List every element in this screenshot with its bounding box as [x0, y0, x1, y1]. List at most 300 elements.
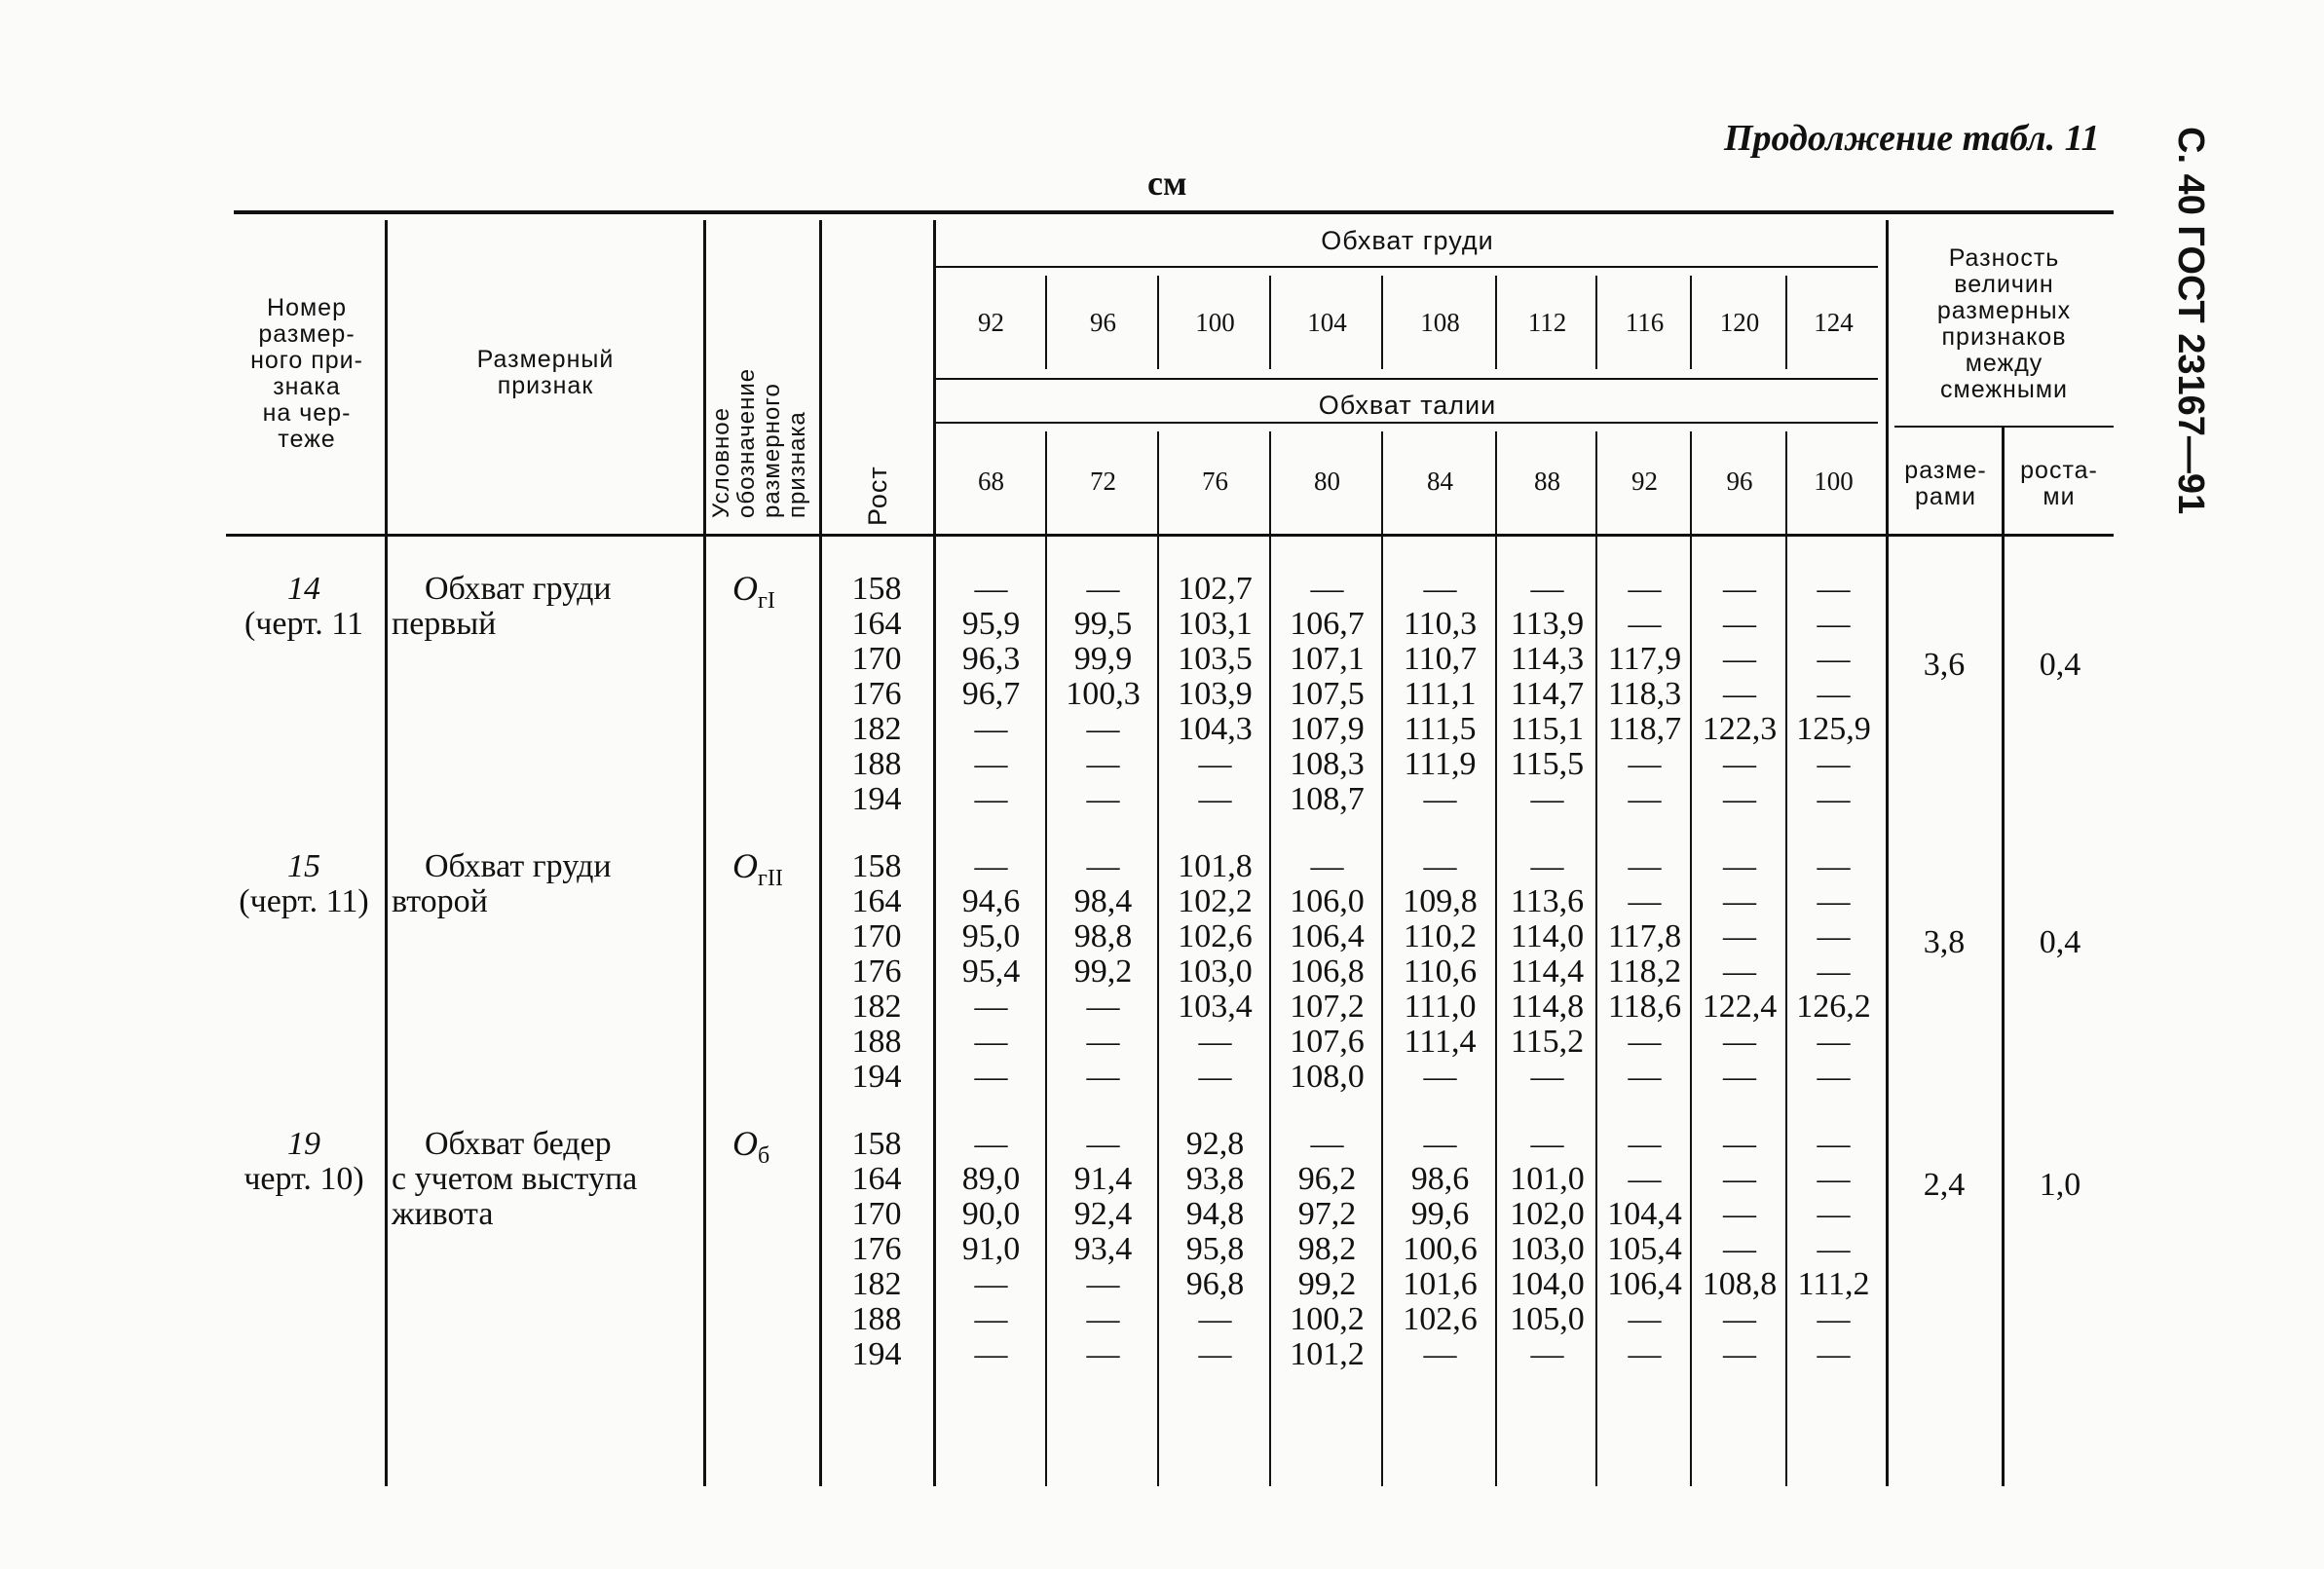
measurement-cell: — — [1198, 1301, 1232, 1337]
measurement-cell: — — [1423, 1126, 1457, 1162]
document-code: С. 40 ГОСТ 23167—91 — [2170, 127, 2211, 515]
value-col-divider — [1595, 431, 1597, 1486]
waist-value-header: 92 — [1631, 467, 1658, 496]
diff-group-header: Разность величин размерных признаков между смежными — [1936, 244, 2072, 403]
measurement-cell: — — [1817, 606, 1851, 642]
measurement-cell: — — [974, 571, 1008, 607]
feature-name — [392, 572, 698, 642]
height-value: 176 — [851, 676, 902, 712]
measurement-cell: — — [1310, 571, 1344, 607]
chest-col-divider — [1595, 276, 1597, 369]
feature-name — [392, 849, 698, 919]
measurement-cell: 95,9 — [961, 606, 1021, 642]
measurement-cell: 117,9 — [1607, 641, 1682, 677]
measurement-cell: — — [1310, 848, 1344, 884]
measurement-cell: — — [1817, 1231, 1851, 1267]
measurement-cell: 104,0 — [1510, 1266, 1585, 1302]
measurement-cell: 107,2 — [1290, 989, 1365, 1025]
diff-sizes-value: 3,6 — [1923, 647, 1966, 683]
measurement-cell: 94,6 — [961, 883, 1021, 919]
waist-group-rule-top — [935, 378, 1878, 380]
continuation-caption: Продолжение табл. 11 — [1724, 118, 2100, 159]
measurement-cell: — — [1723, 1196, 1756, 1232]
measurement-cell: — — [1628, 1126, 1662, 1162]
feature-name-line: Обхват бедер — [425, 1126, 612, 1162]
header-number: Номер размер- ного при- знака на чер- теже — [250, 294, 363, 453]
measurement-cell: 111,4 — [1404, 1024, 1477, 1060]
measurement-cell: — — [1628, 746, 1662, 782]
measurement-cell: 114,3 — [1510, 641, 1585, 677]
measurement-cell: 101,8 — [1178, 848, 1253, 884]
height-value: 182 — [851, 989, 902, 1025]
waist-group-header: Обхват талии — [1318, 391, 1497, 420]
height-value: 158 — [851, 1126, 902, 1162]
measurement-cell: — — [1723, 1336, 1756, 1372]
measurement-cell: — — [1723, 1301, 1756, 1337]
height-value: 158 — [851, 571, 902, 607]
measurement-cell: — — [1628, 1336, 1662, 1372]
feature-number — [226, 849, 382, 919]
feature-name-line: живота — [392, 1196, 494, 1232]
waist-group-rule-bottom — [935, 422, 1878, 424]
measurement-cell: 108,3 — [1290, 746, 1365, 782]
chest-col-divider — [1381, 276, 1383, 369]
measurement-cell: — — [1723, 918, 1756, 954]
measurement-cell: — — [974, 1336, 1008, 1372]
measurement-cell: — — [974, 1024, 1008, 1060]
feature-symbol-base: O — [732, 569, 758, 608]
drawing-reference: (черт. 11 — [244, 606, 364, 642]
measurement-cell: — — [1817, 1059, 1851, 1095]
measurement-cell: — — [1723, 848, 1756, 884]
feature-symbol — [732, 1123, 769, 1170]
drawing-reference: (черт. 11) — [239, 883, 369, 919]
measurement-cell: — — [1530, 781, 1564, 817]
measurement-cell: — — [1628, 1059, 1662, 1095]
measurement-cell: — — [974, 711, 1008, 747]
measurement-cell: 100,2 — [1290, 1301, 1365, 1337]
measurement-cell: — — [1198, 746, 1232, 782]
measurement-cell: — — [1723, 606, 1756, 642]
measurement-cell: 106,4 — [1290, 918, 1365, 954]
chest-col-divider — [1269, 276, 1271, 369]
height-value: 194 — [851, 781, 902, 817]
measurement-cell: 103,4 — [1178, 989, 1253, 1025]
measurement-cell: 110,3 — [1403, 606, 1478, 642]
height-value: 182 — [851, 711, 902, 747]
value-col-divider — [1495, 431, 1497, 1486]
measurement-cell: — — [1628, 571, 1662, 607]
chest-col-divider — [1495, 276, 1497, 369]
measurement-cell: 111,2 — [1797, 1266, 1870, 1302]
measurement-cell: 90,0 — [961, 1196, 1021, 1232]
measurement-cell: — — [1723, 746, 1756, 782]
measurement-cell: — — [1423, 848, 1457, 884]
feature-name-line: второй — [392, 883, 488, 919]
measurement-cell: — — [1817, 746, 1851, 782]
measurement-cell: — — [1530, 571, 1564, 607]
col-divider-1 — [385, 220, 388, 1486]
measurement-cell: 106,0 — [1290, 883, 1365, 919]
measurement-cell: 101,2 — [1290, 1336, 1365, 1372]
feature-symbol-base: O — [732, 846, 758, 885]
measurement-cell: — — [974, 1126, 1008, 1162]
measurement-cell: — — [1198, 1336, 1232, 1372]
measurement-cell: 122,4 — [1702, 989, 1778, 1025]
value-col-divider — [1785, 431, 1787, 1486]
feature-symbol-base: O — [732, 1124, 758, 1163]
measurement-cell: — — [1628, 1301, 1662, 1337]
measurement-cell: 103,5 — [1178, 641, 1253, 677]
diff-heights-value: 0,4 — [2039, 647, 2081, 683]
waist-value-header: 72 — [1090, 467, 1116, 496]
chest-value-header: 92 — [978, 308, 1004, 337]
measurement-cell: 100,6 — [1403, 1231, 1478, 1267]
col-divider-3 — [819, 220, 822, 1486]
chest-group-header: Обхват груди — [1321, 226, 1494, 255]
measurement-cell: — — [1723, 953, 1756, 990]
feature-symbol-sub: б — [758, 1143, 770, 1170]
measurement-cell: — — [1817, 883, 1851, 919]
height-value: 194 — [851, 1336, 902, 1372]
measurement-cell: 92,4 — [1073, 1196, 1133, 1232]
measurement-cell: — — [974, 848, 1008, 884]
header-feature: Размерный признак — [476, 346, 615, 399]
measurement-cell: — — [1198, 781, 1232, 817]
drawing-reference: черт. 10) — [244, 1161, 364, 1197]
chest-col-divider — [1157, 276, 1159, 369]
value-col-divider — [1690, 431, 1692, 1486]
measurement-cell: — — [1423, 1336, 1457, 1372]
measurement-cell: 107,6 — [1290, 1024, 1365, 1060]
table-top-rule — [234, 210, 2114, 214]
value-col-divider — [1381, 431, 1383, 1486]
measurement-cell: 104,3 — [1178, 711, 1253, 747]
measurement-cell: — — [1086, 746, 1120, 782]
measurement-cell: — — [1723, 1059, 1756, 1095]
measurement-cell: 95,8 — [1185, 1231, 1245, 1267]
chest-value-header: 96 — [1090, 308, 1116, 337]
value-col-divider — [1157, 431, 1159, 1486]
measurement-cell: — — [1310, 1126, 1344, 1162]
measurement-cell: — — [1723, 676, 1756, 712]
measurement-cell: 97,2 — [1297, 1196, 1357, 1232]
measurement-cell: 113,9 — [1510, 606, 1585, 642]
measurement-cell: 107,9 — [1290, 711, 1365, 747]
measurement-cell: — — [974, 781, 1008, 817]
waist-value-header: 96 — [1726, 467, 1753, 496]
measurement-cell: — — [1723, 1126, 1756, 1162]
waist-value-header: 100 — [1814, 467, 1854, 496]
measurement-cell: 102,7 — [1178, 571, 1253, 607]
measurement-cell: — — [1817, 1161, 1851, 1197]
chest-col-divider — [1045, 276, 1047, 369]
measurement-cell: 115,1 — [1510, 711, 1585, 747]
chest-value-header: 116 — [1625, 308, 1665, 337]
measurement-cell: — — [1086, 781, 1120, 817]
feature-name-line: Обхват груди — [425, 571, 612, 607]
measurement-cell: — — [1530, 848, 1564, 884]
measurement-cell: 100,3 — [1066, 676, 1141, 712]
height-value: 170 — [851, 1196, 902, 1232]
measurement-cell: — — [1817, 781, 1851, 817]
measurement-cell: 99,9 — [1073, 641, 1133, 677]
waist-value-header: 80 — [1314, 467, 1340, 496]
chest-value-header: 124 — [1814, 308, 1854, 337]
height-value: 182 — [851, 1266, 902, 1302]
measurement-cell: — — [1628, 1024, 1662, 1060]
col-divider-2 — [703, 220, 706, 1486]
measurement-cell: — — [1530, 1059, 1564, 1095]
measurement-cell: 104,4 — [1607, 1196, 1682, 1232]
height-value: 188 — [851, 1301, 902, 1337]
measurement-cell: 106,7 — [1290, 606, 1365, 642]
height-value: 164 — [851, 883, 902, 919]
measurement-cell: 107,5 — [1290, 676, 1365, 712]
measurement-cell: — — [1086, 1266, 1120, 1302]
measurement-cell: 103,9 — [1178, 676, 1253, 712]
feature-number-value: 19 — [287, 1126, 320, 1162]
measurement-cell: — — [1086, 571, 1120, 607]
measurement-cell: 114,0 — [1510, 918, 1585, 954]
measurement-cell: 99,2 — [1073, 953, 1133, 990]
measurement-cell: — — [1817, 571, 1851, 607]
measurement-cell: — — [1086, 1301, 1120, 1337]
height-value: 164 — [851, 1161, 902, 1197]
measurement-cell: — — [1628, 883, 1662, 919]
height-value: 176 — [851, 1231, 902, 1267]
measurement-cell: 118,2 — [1607, 953, 1682, 990]
measurement-cell: 98,2 — [1297, 1231, 1357, 1267]
measurement-cell: — — [1723, 1231, 1756, 1267]
feature-name-line: Обхват груди — [425, 848, 612, 884]
measurement-cell: 92,8 — [1185, 1126, 1245, 1162]
measurement-cell: 96,3 — [961, 641, 1021, 677]
measurement-cell: — — [1817, 953, 1851, 990]
measurement-cell: — — [1530, 1126, 1564, 1162]
measurement-cell: — — [1817, 641, 1851, 677]
feature-name-line: первый — [392, 606, 497, 642]
header-symbol: Условное обозначение размерного признака — [708, 367, 810, 518]
measurement-cell: — — [1086, 1059, 1120, 1095]
measurement-cell: 103,0 — [1510, 1231, 1585, 1267]
measurement-cell: 108,8 — [1702, 1266, 1778, 1302]
feature-name-line: с учетом выступа — [392, 1161, 638, 1197]
measurement-cell: — — [1086, 989, 1120, 1025]
measurement-cell: 111,0 — [1404, 989, 1477, 1025]
diff-sizes-value: 3,8 — [1923, 924, 1966, 960]
measurement-cell: 101,6 — [1403, 1266, 1478, 1302]
feature-name — [392, 1127, 698, 1232]
measurement-cell: 118,3 — [1607, 676, 1682, 712]
measurement-cell: — — [1817, 1196, 1851, 1232]
chest-group-rule — [935, 266, 1878, 268]
height-value: 164 — [851, 606, 902, 642]
diff-sizes-header: разме- рами — [1904, 457, 1987, 510]
col-divider-5 — [1886, 220, 1889, 1486]
measurement-cell: 102,6 — [1178, 918, 1253, 954]
feature-symbol-sub: гII — [758, 866, 783, 892]
measurement-cell: — — [1198, 1024, 1232, 1060]
feature-symbol — [732, 845, 783, 892]
measurement-cell: 107,1 — [1290, 641, 1365, 677]
measurement-cell: — — [1423, 781, 1457, 817]
waist-value-header: 84 — [1427, 467, 1453, 496]
measurement-cell: 89,0 — [961, 1161, 1021, 1197]
feature-symbol-sub: гI — [758, 588, 775, 615]
col-divider-6 — [2002, 426, 2005, 1486]
feature-number — [226, 572, 382, 642]
height-value: 194 — [851, 1059, 902, 1095]
height-value: 188 — [851, 746, 902, 782]
feature-number-value: 15 — [287, 848, 320, 884]
measurement-cell: 108,0 — [1290, 1059, 1365, 1095]
chest-value-header: 112 — [1527, 308, 1567, 337]
measurement-cell: — — [1086, 1024, 1120, 1060]
measurement-cell: 98,8 — [1073, 918, 1133, 954]
measurement-cell: 108,7 — [1290, 781, 1365, 817]
chest-value-header: 120 — [1719, 308, 1760, 337]
measurement-cell: — — [1086, 1126, 1120, 1162]
value-col-divider — [1045, 431, 1047, 1486]
measurement-cell: — — [1723, 781, 1756, 817]
measurement-cell: — — [974, 989, 1008, 1025]
measurement-cell: 111,1 — [1404, 676, 1477, 712]
chest-col-divider — [1690, 276, 1692, 369]
measurement-cell: — — [1628, 781, 1662, 817]
measurement-cell: 91,0 — [961, 1231, 1021, 1267]
measurement-cell: 99,2 — [1297, 1266, 1357, 1302]
measurement-cell: 106,8 — [1290, 953, 1365, 990]
feature-number — [226, 1127, 382, 1197]
measurement-cell: 114,4 — [1510, 953, 1585, 990]
measurement-cell: 106,4 — [1607, 1266, 1682, 1302]
measurement-cell: 93,8 — [1185, 1161, 1245, 1197]
measurement-cell: 126,2 — [1796, 989, 1871, 1025]
measurement-cell: 115,2 — [1510, 1024, 1585, 1060]
chest-col-divider — [1785, 276, 1787, 369]
height-value: 176 — [851, 953, 902, 990]
measurement-cell: — — [1628, 1161, 1662, 1197]
measurement-cell: 94,8 — [1185, 1196, 1245, 1232]
measurement-cell: — — [1817, 848, 1851, 884]
measurement-cell: — — [1817, 1301, 1851, 1337]
measurement-cell: — — [1530, 1336, 1564, 1372]
measurement-cell: — — [1723, 1024, 1756, 1060]
measurement-cell: — — [974, 1059, 1008, 1095]
diff-heights-value: 1,0 — [2039, 1167, 2081, 1203]
measurement-cell: — — [1817, 1126, 1851, 1162]
measurement-cell: — — [1423, 571, 1457, 607]
measurement-cell: — — [1817, 1024, 1851, 1060]
measurement-cell: 96,2 — [1297, 1161, 1357, 1197]
measurement-cell: — — [974, 1301, 1008, 1337]
measurement-cell: 96,8 — [1185, 1266, 1245, 1302]
diff-heights-value: 0,4 — [2039, 924, 2081, 960]
measurement-cell: 99,6 — [1410, 1196, 1470, 1232]
measurement-cell: — — [1628, 848, 1662, 884]
measurement-cell: 110,7 — [1403, 641, 1478, 677]
measurement-cell: — — [1817, 1336, 1851, 1372]
measurement-cell: 95,4 — [961, 953, 1021, 990]
measurement-cell: 109,8 — [1403, 883, 1478, 919]
height-value: 170 — [851, 918, 902, 954]
measurement-cell: 113,6 — [1510, 883, 1585, 919]
measurement-cell: 103,1 — [1178, 606, 1253, 642]
header-bottom-rule — [226, 534, 2114, 537]
measurement-cell: 91,4 — [1073, 1161, 1133, 1197]
measurement-cell: 102,0 — [1510, 1196, 1585, 1232]
measurement-cell: 111,5 — [1404, 711, 1477, 747]
chest-value-header: 104 — [1307, 308, 1347, 337]
measurement-cell: 103,0 — [1178, 953, 1253, 990]
header-height: Рост — [863, 466, 892, 526]
measurement-cell: — — [1086, 711, 1120, 747]
measurement-cell: 110,2 — [1403, 918, 1478, 954]
measurement-cell: 96,7 — [961, 676, 1021, 712]
measurement-cell: 98,4 — [1073, 883, 1133, 919]
measurement-cell: — — [1723, 641, 1756, 677]
measurement-cell: 110,6 — [1403, 953, 1478, 990]
diff-heights-header: роста- ми — [2020, 457, 2098, 510]
measurement-cell: 118,7 — [1607, 711, 1682, 747]
measurement-cell: 111,9 — [1404, 746, 1477, 782]
measurement-cell: 98,6 — [1410, 1161, 1470, 1197]
measurement-cell: 102,6 — [1403, 1301, 1478, 1337]
measurement-cell: — — [1423, 1059, 1457, 1095]
measurement-cell: — — [1817, 676, 1851, 712]
measurement-cell: 118,6 — [1607, 989, 1682, 1025]
measurement-cell: 114,7 — [1510, 676, 1585, 712]
measurement-cell: 99,5 — [1073, 606, 1133, 642]
value-col-divider — [1269, 431, 1271, 1486]
measurement-cell: — — [1198, 1059, 1232, 1095]
measurement-cell: — — [1086, 1336, 1120, 1372]
feature-number-value: 14 — [287, 571, 320, 607]
measurement-cell: 105,0 — [1510, 1301, 1585, 1337]
waist-value-header: 88 — [1534, 467, 1560, 496]
measurement-cell: 115,5 — [1510, 746, 1585, 782]
feature-symbol — [732, 568, 775, 615]
measurement-cell: 117,8 — [1607, 918, 1682, 954]
measurement-cell: 102,2 — [1178, 883, 1253, 919]
measurement-cell: 93,4 — [1073, 1231, 1133, 1267]
chest-value-header: 100 — [1195, 308, 1235, 337]
measurement-cell: 95,0 — [961, 918, 1021, 954]
unit-label: см — [1147, 164, 1187, 203]
chest-value-header: 108 — [1420, 308, 1460, 337]
diff-sizes-value: 2,4 — [1923, 1167, 1966, 1203]
height-value: 170 — [851, 641, 902, 677]
measurement-cell: — — [974, 746, 1008, 782]
measurement-cell: 122,3 — [1702, 711, 1778, 747]
waist-value-header: 68 — [978, 467, 1004, 496]
height-value: 188 — [851, 1024, 902, 1060]
measurement-cell: — — [974, 1266, 1008, 1302]
measurement-cell: — — [1817, 918, 1851, 954]
measurement-cell: 114,8 — [1510, 989, 1585, 1025]
waist-value-header: 76 — [1202, 467, 1228, 496]
measurement-cell: — — [1723, 1161, 1756, 1197]
measurement-cell: — — [1723, 571, 1756, 607]
measurement-cell: — — [1723, 883, 1756, 919]
measurement-cell: — — [1086, 848, 1120, 884]
measurement-cell: — — [1628, 606, 1662, 642]
measurement-cell: 125,9 — [1796, 711, 1871, 747]
measurement-cell: 105,4 — [1607, 1231, 1682, 1267]
height-value: 158 — [851, 848, 902, 884]
measurement-cell: 101,0 — [1510, 1161, 1585, 1197]
